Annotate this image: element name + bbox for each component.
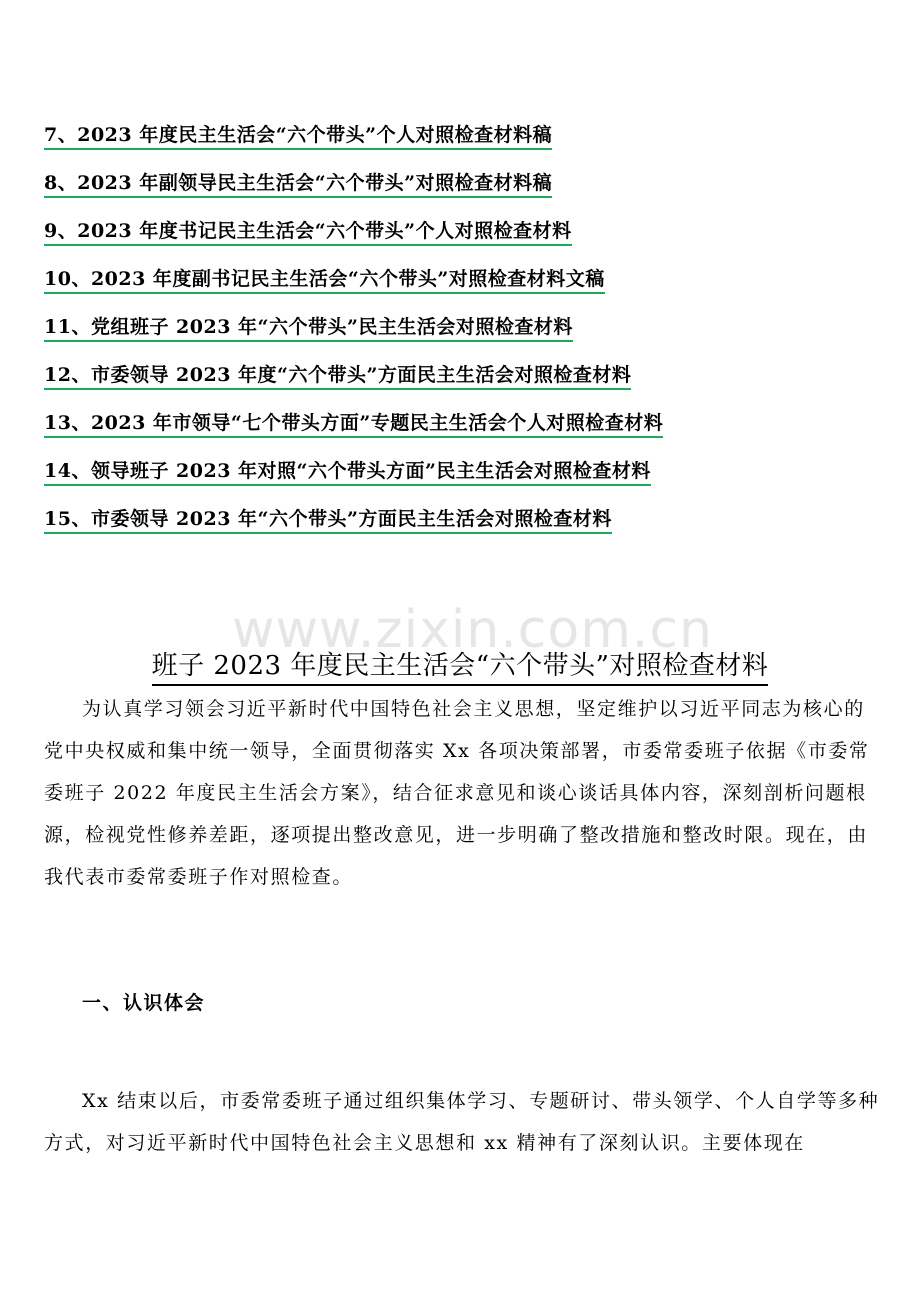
toc-item[interactable] (44, 458, 904, 506)
toc-link[interactable]: 15、市委领导 2023 年“六个带头”方面民主生活会对照检查材料 (44, 506, 612, 534)
toc-link[interactable]: 7、2023 年度民主生活会“六个带头”个人对照检查材料稿 (44, 122, 552, 150)
toc-item[interactable] (44, 218, 904, 266)
toc-item[interactable] (44, 362, 904, 410)
section-heading: 一、认识体会 (82, 992, 206, 1014)
toc-link[interactable]: 9、2023 年度书记民主生活会“六个带头”个人对照检查材料 (44, 218, 572, 246)
toc-link[interactable]: 10、2023 年度副书记民主生活会“六个带头”对照检查材料文稿 (44, 266, 605, 294)
table-of-contents (44, 122, 904, 554)
toc-link[interactable]: 12、市委领导 2023 年度“六个带头”方面民主生活会对照检查材料 (44, 362, 631, 390)
toc-item[interactable] (44, 170, 904, 218)
toc-item[interactable] (44, 410, 904, 458)
toc-link[interactable]: 11、党组班子 2023 年“六个带头”民主生活会对照检查材料 (44, 314, 573, 342)
toc-item[interactable] (44, 506, 904, 554)
toc-link[interactable]: 8、2023 年副领导民主生活会“六个带头”对照检查材料稿 (44, 170, 552, 198)
document-title-text: 班子 2023 年度民主生活会“六个带头”对照检查材料 (152, 648, 769, 686)
toc-link[interactable]: 14、领导班子 2023 年对照“六个带头方面”民主生活会对照检查材料 (44, 458, 651, 486)
intro-paragraph: 为认真学习领会习近平新时代中国特色社会主义思想，坚定维护以习近平同志为核心的党中央权威和集中统一领导，全面贯彻落实 Xx 各项决策部署，市委常委班子依据《市委常委班子 2022 年度民主生活会方案》，结合征求意见和谈心谈话具体内容，深刻剖析问题根源，检视党性修养差距，逐项提出整改意见，进一步明确了整改措施和整改时限。现在，由我代表市委常委班子作对照检查。 (44, 698, 870, 888)
toc-item[interactable] (44, 122, 904, 170)
toc-link[interactable]: 13、2023 年市领导“七个带头方面”专题民主生活会个人对照检查材料 (44, 410, 663, 438)
watermark: www.zixin.com.cn (232, 600, 713, 660)
section-paragraph: Xx 结束以后，市委常委班子通过组织集体学习、专题研讨、带头领学、个人自学等多种方式，对习近平新时代中国特色社会主义思想和 xx 精神有了深刻认识。主要体现在 (44, 1090, 880, 1154)
toc-item[interactable] (44, 314, 904, 362)
document-title (0, 648, 920, 686)
toc-item[interactable] (44, 266, 904, 314)
